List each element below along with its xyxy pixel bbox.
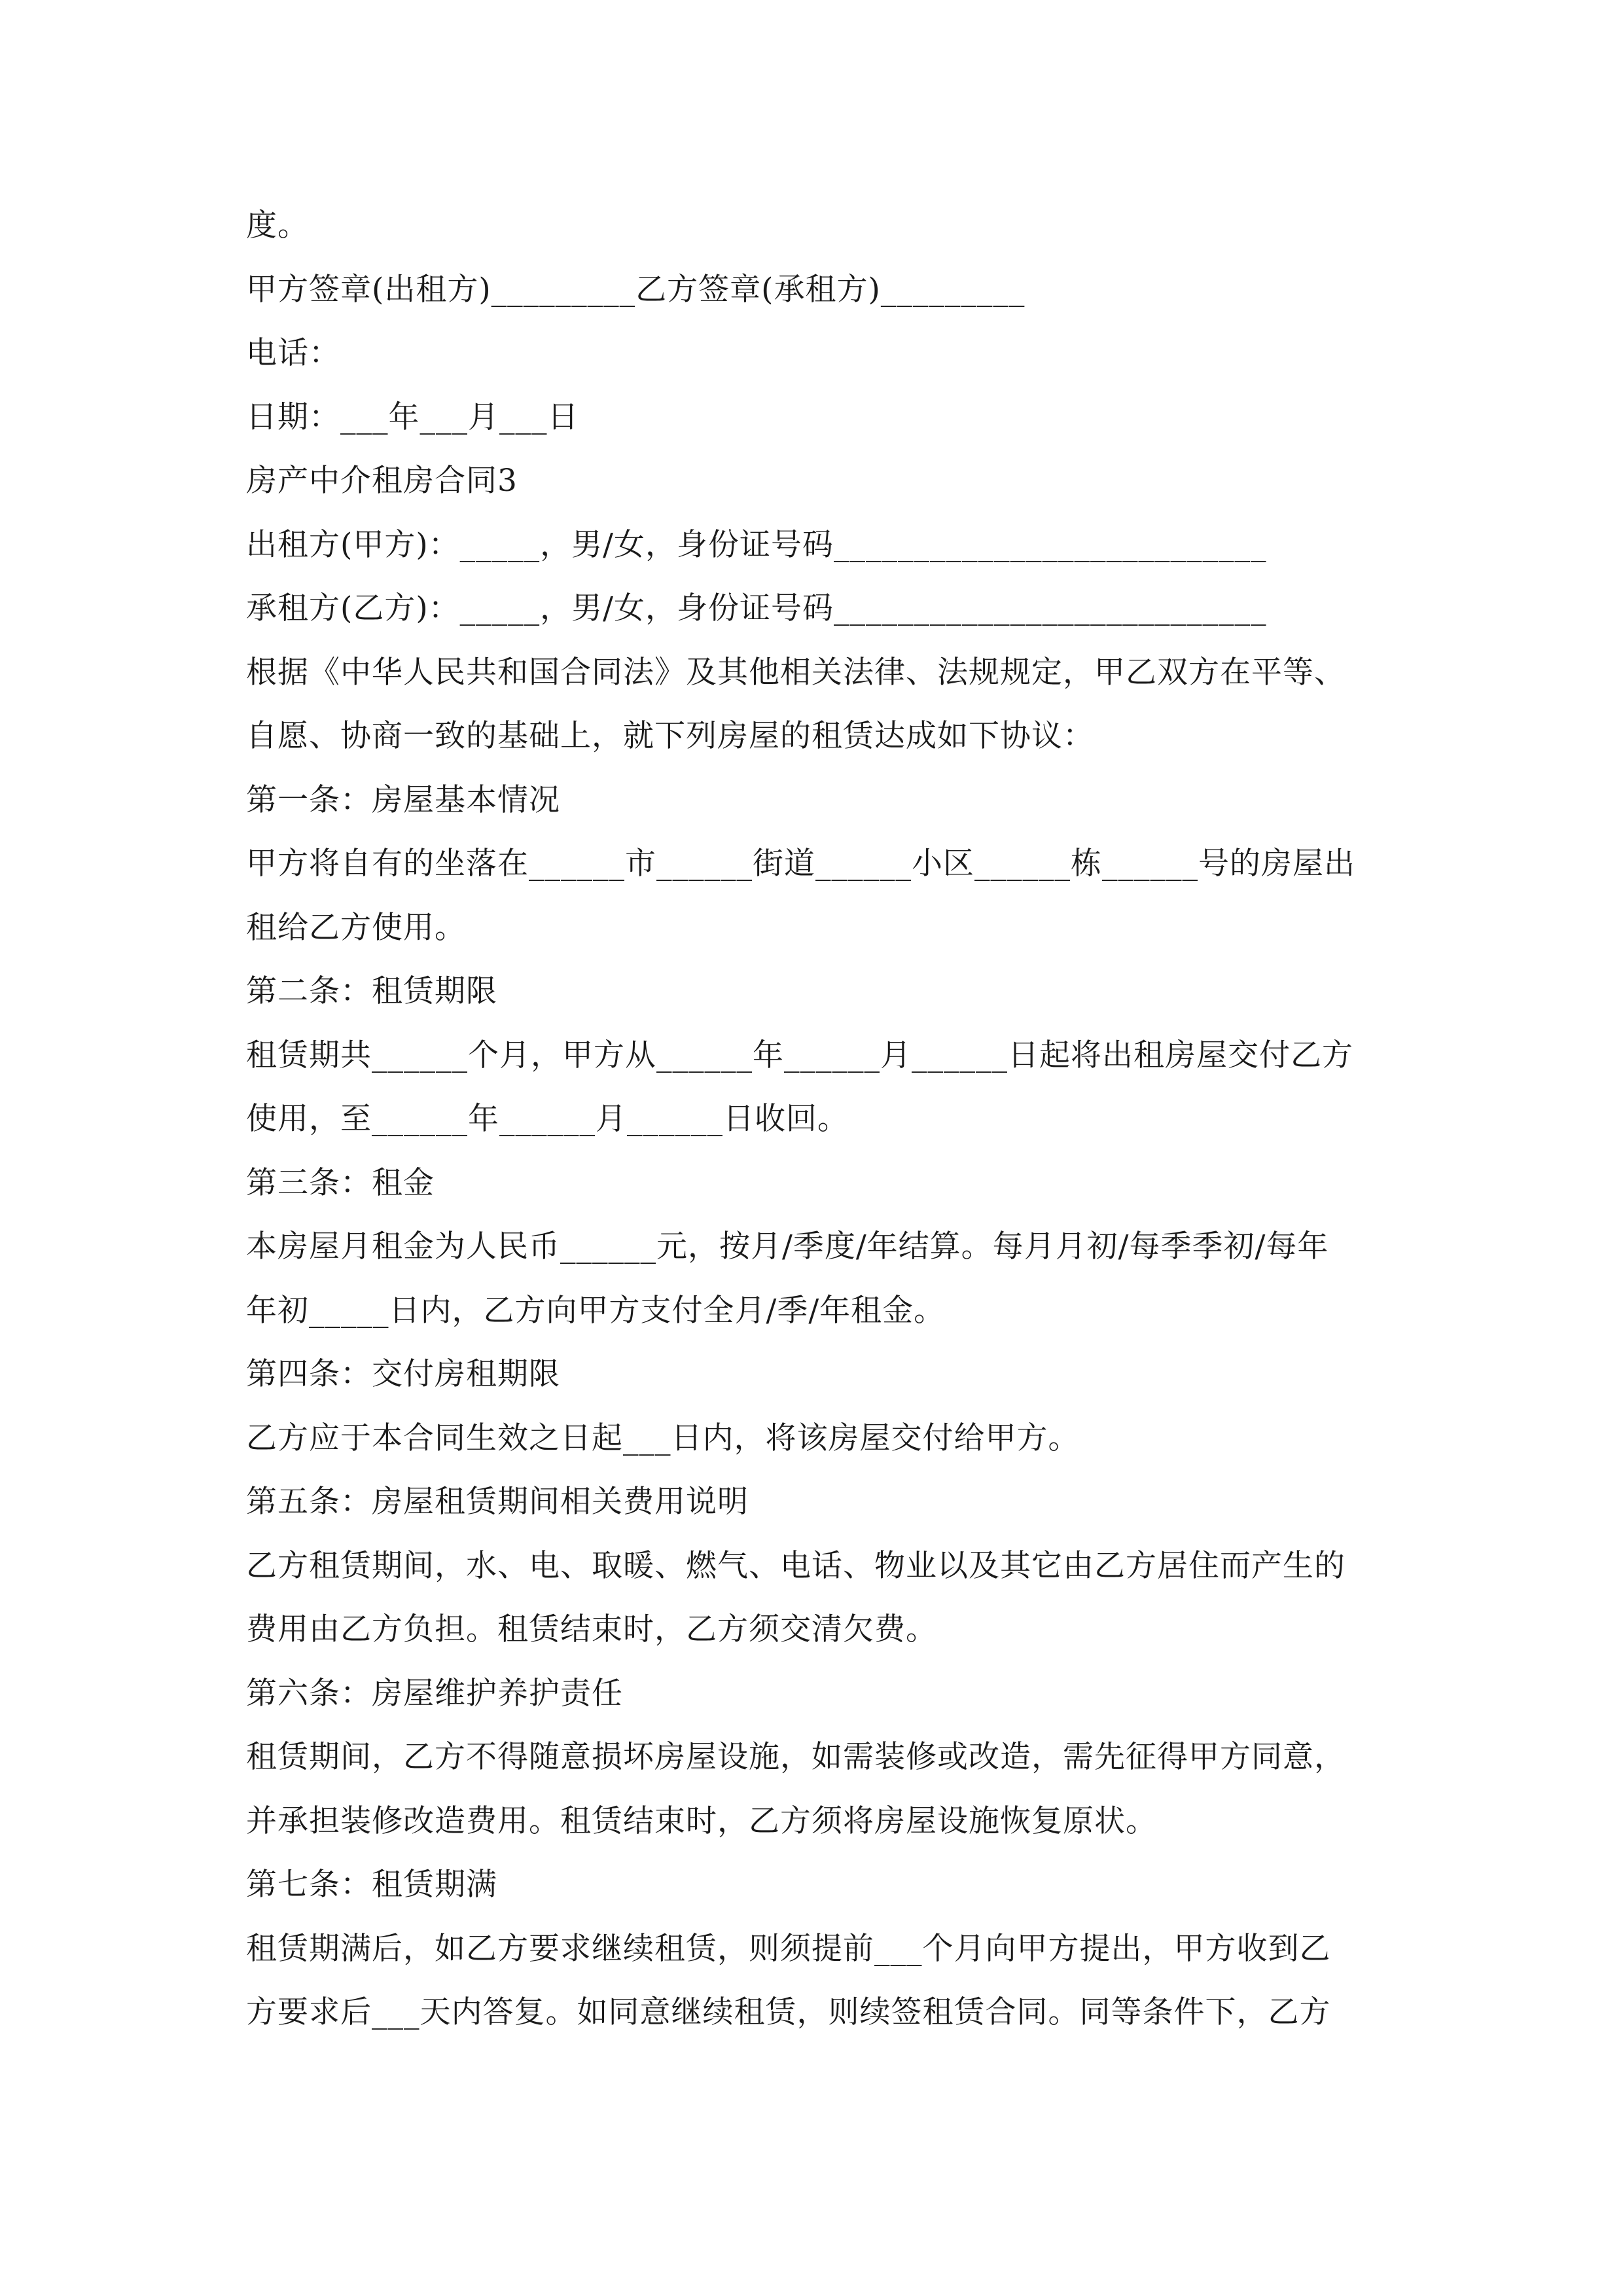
text-line: 根据《中华人民共和国合同法》及其他相关法律、法规规定，甲乙双方在平等、 xyxy=(246,654,1346,691)
text-line: 租赁期共______个月，甲方从______年______月______日起将出租房屋交付乙方 xyxy=(246,1037,1353,1073)
article-heading: 第六条：房屋维护养护责任 xyxy=(246,1675,623,1712)
text-line: 度。 xyxy=(246,207,309,243)
lessee-line: 承租方(乙方)：_____，男/女，身份证号码___________________________ xyxy=(246,590,1267,626)
signature-line: 甲方签章(出租方)_________乙方签章(承租方)_________ xyxy=(246,271,1026,308)
text-line: 乙方租赁期间，水、电、取暖、燃气、电话、物业以及其它由乙方居住而产生的 xyxy=(246,1547,1346,1584)
text-line: 费用由乙方负担。租赁结束时，乙方须交清欠费。 xyxy=(246,1611,937,1647)
text-line: 乙方应于本合同生效之日起___日内，将该房屋交付给甲方。 xyxy=(246,1420,1080,1456)
text-line: 租赁期满后，如乙方要求继续租赁，则须提前___个月向甲方提出，甲方收到乙 xyxy=(246,1930,1331,1967)
lessor-line: 出租方(甲方)：_____，男/女，身份证号码___________________________ xyxy=(246,526,1267,563)
text-line: 方要求后___天内答复。如同意继续租赁，则续签租赁合同。同等条件下，乙方 xyxy=(246,1994,1331,2030)
article-heading: 第二条：租赁期限 xyxy=(246,973,497,1009)
article-heading: 第一条：房屋基本情况 xyxy=(246,781,560,818)
article-heading: 第七条：租赁期满 xyxy=(246,1867,497,1903)
text-line: 租赁期间，乙方不得随意损坏房屋设施，如需装修或改造，需先征得甲方同意， xyxy=(246,1739,1346,1775)
text-line: 年初_____日内，乙方向甲方支付全月/季/年租金。 xyxy=(246,1292,946,1329)
text-line: 甲方将自有的坐落在______市______街道______小区______栋______号的房屋出 xyxy=(246,846,1355,882)
date-line: 日期：___年___月___日 xyxy=(246,399,579,435)
text-line: 并承担装修改造费用。租赁结束时，乙方须将房屋设施恢复原状。 xyxy=(246,1803,1157,1839)
article-heading: 第四条：交付房租期限 xyxy=(246,1356,560,1392)
phone-line: 电话： xyxy=(246,335,340,371)
text-line: 本房屋月租金为人民币______元，按月/季度/年结算。每月月初/每季季初/每年 xyxy=(246,1229,1329,1265)
document-body xyxy=(246,194,1398,2045)
article-heading: 第三条：租金 xyxy=(246,1164,435,1201)
text-line: 自愿、协商一致的基础上，就下列房屋的租赁达成如下协议： xyxy=(246,718,1094,754)
text-line: 租给乙方使用。 xyxy=(246,909,466,946)
text-line: 使用，至______年______月______日收回。 xyxy=(246,1101,849,1137)
contract-title: 房产中介租房合同3 xyxy=(246,463,518,499)
article-heading: 第五条：房屋租赁期间相关费用说明 xyxy=(246,1484,749,1520)
